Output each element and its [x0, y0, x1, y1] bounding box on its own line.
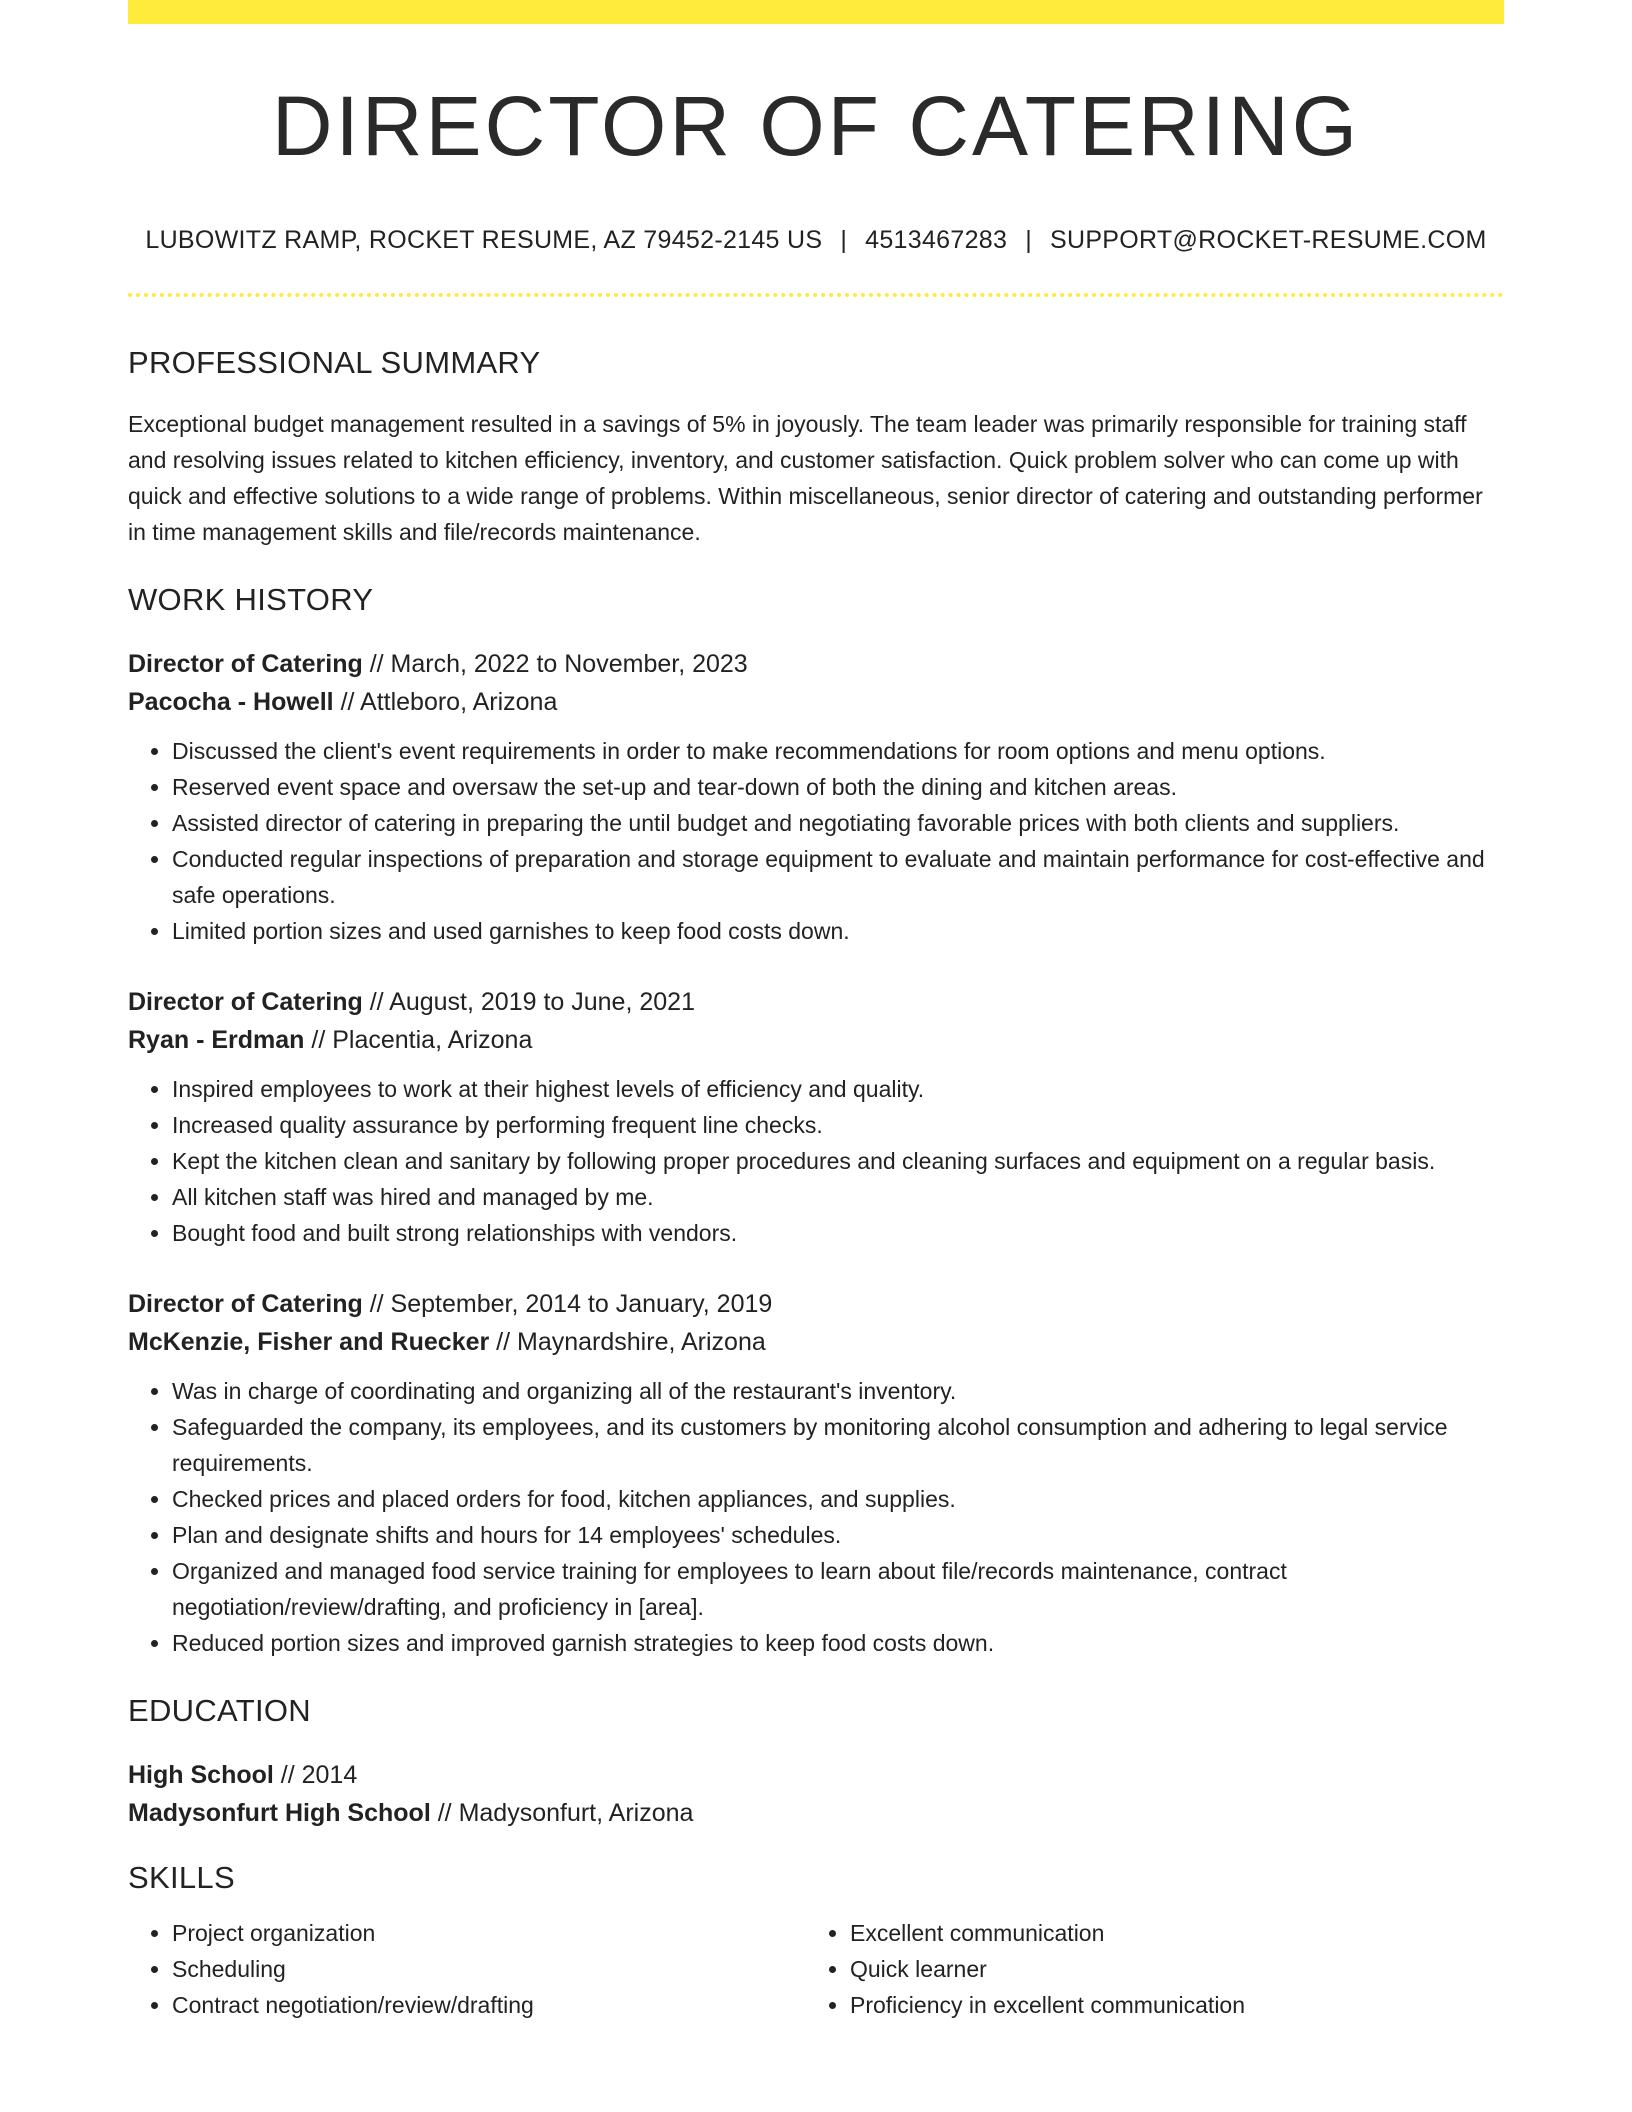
job-bullet: • Safeguarded the company, its employees, and its customers by monitoring alcohol consumption and adhering to legal service requirements.: [172, 1409, 1504, 1481]
job-location: // Attleboro, Arizona: [333, 688, 558, 716]
job-role: Director of Catering: [128, 988, 363, 1016]
accent-top-bar: [128, 0, 1504, 24]
job-bullet: • Plan and designate shifts and hours for 14 employees' schedules.: [172, 1517, 1504, 1553]
job-role-line: [128, 983, 1504, 1021]
job-dates: // August, 2019 to June, 2021: [362, 988, 695, 1016]
education-school: Madysonfurt High School: [128, 1799, 431, 1827]
education-year: // 2014: [273, 1761, 358, 1789]
dotted-divider: [128, 293, 1504, 297]
job-entry: [128, 645, 1504, 949]
job-location: // Placentia, Arizona: [304, 1026, 533, 1054]
summary-heading: PROFESSIONAL SUMMARY: [128, 345, 541, 380]
job-dates: // March, 2022 to November, 2023: [362, 650, 748, 678]
resume-page: [128, 0, 1504, 2023]
education-school-line: [128, 1794, 1504, 1832]
job-bullet: • All kitchen staff was hired and managed by me.: [172, 1179, 1504, 1215]
education-location: // Madysonfurt, Arizona: [430, 1799, 694, 1827]
job-company-line: [128, 1323, 1504, 1361]
job-role: Director of Catering: [128, 650, 363, 678]
education-degree-line: [128, 1756, 1504, 1794]
job-bullet: • Assisted director of catering in preparing the until budget and negotiating favorable prices with both clients and suppliers.: [172, 805, 1504, 841]
skill-item: • Scheduling: [172, 1951, 806, 1987]
job-bullet: • Conducted regular inspections of preparation and storage equipment to evaluate and maintain performance for cost-effective and safe operations.: [172, 841, 1504, 913]
job-bullet: • Increased quality assurance by performing frequent line checks.: [172, 1107, 1504, 1143]
job-bullet: • Checked prices and placed orders for food, kitchen appliances, and supplies.: [172, 1481, 1504, 1517]
job-company: Pacocha - Howell: [128, 688, 334, 716]
contact-line: [128, 228, 1504, 253]
job-entry: [128, 1285, 1504, 1661]
contact-address: LUBOWITZ RAMP, ROCKET RESUME, AZ 79452-2145 US: [145, 226, 823, 254]
job-bullet: • Was in charge of coordinating and organizing all of the restaurant's inventory.: [172, 1373, 1504, 1409]
skill-item: • Contract negotiation/review/drafting: [172, 1987, 806, 2023]
job-bullet: • Bought food and built strong relationships with vendors.: [172, 1215, 1504, 1251]
job-role-line: [128, 645, 1504, 683]
job-bullets: [128, 1071, 1504, 1251]
job-bullet: • Reserved event space and oversaw the set-up and tear-down of both the dining and kitchen areas.: [172, 769, 1504, 805]
education-entry: [128, 1756, 1504, 1832]
contact-separator: |: [840, 226, 848, 254]
job-bullet: • Limited portion sizes and used garnishes to keep food costs down.: [172, 913, 1504, 949]
job-company: Ryan - Erdman: [128, 1026, 305, 1054]
job-company: McKenzie, Fisher and Ruecker: [128, 1328, 490, 1356]
skill-item: • Quick learner: [850, 1951, 1484, 1987]
contact-phone: 4513467283: [865, 226, 1008, 254]
education-degree: High School: [128, 1761, 274, 1789]
job-location: // Maynardshire, Arizona: [489, 1328, 766, 1356]
job-bullet: • Inspired employees to work at their highest levels of efficiency and quality.: [172, 1071, 1504, 1107]
work-history-heading: WORK HISTORY: [128, 582, 374, 617]
skill-item: • Proficiency in excellent communication: [850, 1987, 1484, 2023]
education-heading: EDUCATION: [128, 1693, 311, 1728]
job-bullet: • Kept the kitchen clean and sanitary by following proper procedures and cleaning surfaces and equipment on a regular basis.: [172, 1143, 1504, 1179]
resume-title: DIRECTOR OF CATERING: [271, 79, 1361, 173]
skills-list-right: [806, 1915, 1484, 2023]
job-bullet: • Discussed the client's event requirements in order to make recommendations for room options and menu options.: [172, 733, 1504, 769]
job-role-line: [128, 1285, 1504, 1323]
summary-text: Exceptional budget management resulted in a savings of 5% in joyously. The team leader was primarily responsible for training staff and resolving issues related to kitchen efficiency, inventory, and customer satisfaction. Quick problem solver who can come up with quick and effective solutions to a wide range of problems. Within miscellaneous, senior director of catering and outstanding performer in time management skills and file/records maintenance.: [128, 411, 1483, 545]
job-company-line: [128, 683, 1504, 721]
job-dates: // September, 2014 to January, 2019: [362, 1290, 773, 1318]
skill-item: • Project organization: [172, 1915, 806, 1951]
job-bullet: • Organized and managed food service training for employees to learn about file/records maintenance, contract negotiation/review/drafting, and proficiency in [area].: [172, 1553, 1504, 1625]
skills-list-left: [128, 1915, 806, 2023]
contact-email: SUPPORT@ROCKET-RESUME.COM: [1049, 226, 1487, 254]
job-company-line: [128, 1021, 1504, 1059]
contact-separator: |: [1025, 226, 1032, 254]
job-bullets: [128, 733, 1504, 949]
job-entry: [128, 983, 1504, 1251]
skills-columns: [128, 1915, 1504, 2023]
job-role: Director of Catering: [128, 1290, 363, 1318]
skills-heading: SKILLS: [128, 1860, 235, 1895]
skill-item: • Excellent communication: [850, 1915, 1484, 1951]
job-bullets: [128, 1373, 1504, 1661]
job-bullet: • Reduced portion sizes and improved garnish strategies to keep food costs down.: [172, 1625, 1504, 1661]
